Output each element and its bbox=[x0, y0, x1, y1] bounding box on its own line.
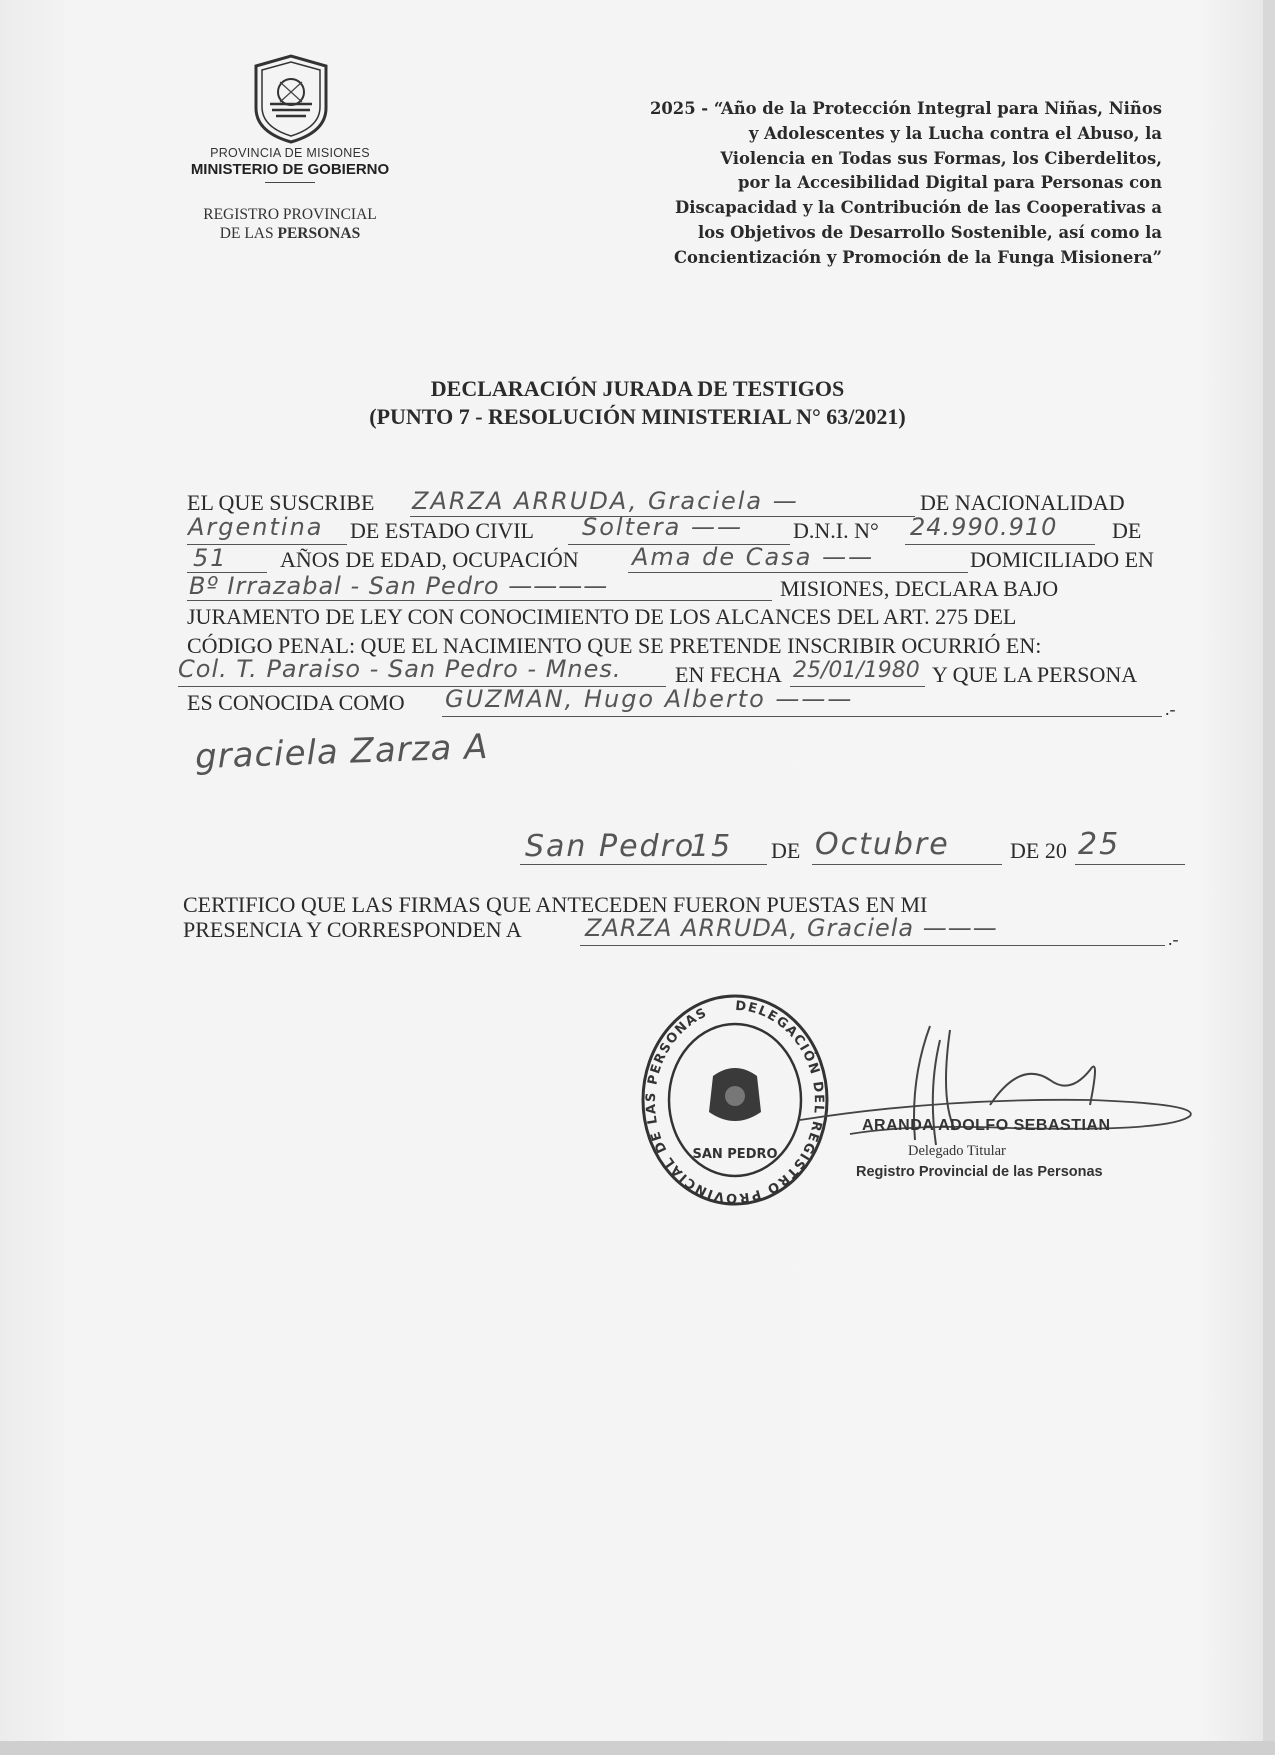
label-estado-civil: DE ESTADO CIVIL bbox=[350, 518, 534, 543]
handwritten-year: 25 bbox=[1078, 827, 1121, 862]
fill-line bbox=[905, 544, 1095, 545]
motto-line: 2025 - “Año de la Protección Integral para Niñas, Niños bbox=[649, 99, 1162, 118]
body-text-line: CÓDIGO PENAL: QUE EL NACIMIENTO QUE SE PRETENDE INSCRIBIR OCURRIÓ EN: bbox=[187, 633, 1042, 658]
stamp-ring-text: DELEGACIÓN DEL REGISTRO PROVINCIAL DE LAS PERSONAS bbox=[643, 998, 827, 1206]
fill-line bbox=[520, 864, 767, 865]
label-edad-ocupacion: AÑOS DE EDAD, OCUPACIÓN bbox=[280, 547, 579, 572]
divider bbox=[265, 182, 315, 183]
handwritten-civil-status: Soltera —— bbox=[582, 513, 743, 541]
motto-line: Discapacidad y la Contribución de las Cooperativas a bbox=[675, 198, 1162, 218]
fill-line bbox=[1075, 864, 1185, 865]
label-year: DE 20 bbox=[1010, 838, 1067, 863]
certification-label: PRESENCIA Y CORRESPONDEN A bbox=[183, 917, 522, 942]
province-crest-icon bbox=[250, 52, 332, 144]
fill-line bbox=[628, 572, 968, 573]
motto-line: por la Accesibilidad Digital para Personas con bbox=[738, 173, 1162, 193]
motto-line: los Objetivos de Desarrollo Sostenible, así como la bbox=[698, 222, 1162, 242]
handwritten-cert-name: ZARZA ARRUDA, Graciela ——— bbox=[585, 914, 998, 942]
line-end-mark: .- bbox=[1168, 929, 1179, 949]
handwritten-known-as: GUZMAN, Hugo Alberto ——— bbox=[445, 685, 854, 713]
label-nacionalidad: DE NACIONALIDAD bbox=[920, 490, 1125, 515]
label-de: DE bbox=[771, 838, 801, 863]
label-domiciliado: DOMICILIADO EN bbox=[970, 547, 1154, 572]
handwritten-address: Bº Irrazabal - San Pedro ———— bbox=[189, 572, 609, 600]
fill-line bbox=[812, 864, 1002, 865]
handwritten-month: Octubre bbox=[815, 827, 950, 862]
motto-line: Violencia en Todas sus Formas, los Ciberdelitos, bbox=[720, 148, 1162, 168]
handwritten-name: ZARZA ARRUDA, Graciela — bbox=[412, 487, 799, 515]
registry-line-1: REGISTRO PROVINCIAL bbox=[203, 206, 377, 223]
handwritten-day: 15 bbox=[690, 829, 733, 864]
motto-line: Concientización y Promoción de la Funga Misionera” bbox=[674, 247, 1162, 267]
handwritten-place: San Pedro bbox=[525, 829, 696, 864]
label-misiones-declara: MISIONES, DECLARA BAJO bbox=[780, 576, 1059, 601]
witness-signature: graciela Zarza A bbox=[194, 726, 490, 778]
registry-line-2: DE LAS PERSONAS bbox=[219, 225, 361, 242]
handwritten-birth-place: Col. T. Paraiso - San Pedro - Mnes. bbox=[178, 655, 622, 683]
handwritten-occupation: Ama de Casa —— bbox=[632, 543, 875, 571]
scan-edge bbox=[1263, 0, 1275, 1755]
stamp-bottom-text: SAN PEDRO bbox=[692, 1147, 778, 1162]
official-year-motto bbox=[520, 97, 1162, 271]
official-office: Registro Provincial de las Personas bbox=[856, 1164, 1103, 1180]
handwritten-nationality: Argentina bbox=[188, 513, 324, 541]
handwritten-birth-date: 25/01/1980 bbox=[793, 658, 920, 683]
official-role: Delegado Titular bbox=[908, 1143, 1006, 1159]
label-de: DE bbox=[1112, 518, 1142, 543]
document-title: DECLARACIÓN JURADA DE TESTIGOS bbox=[430, 376, 845, 401]
label-conocida: ES CONOCIDA COMO bbox=[187, 690, 405, 715]
document-subtitle: (PUNTO 7 - RESOLUCIÓN MINISTERIAL N° 63/2021) bbox=[369, 404, 906, 429]
certification-text: CERTIFICO QUE LAS FIRMAS QUE ANTECEDEN FUERON PUESTAS EN MI bbox=[183, 892, 928, 917]
official-name: ARANDA ADOLFO SEBASTIAN bbox=[862, 1117, 1111, 1134]
line-end-mark: .- bbox=[1165, 699, 1176, 719]
province-name: PROVINCIA DE MISIONES bbox=[210, 146, 370, 160]
ministry-name: MINISTERIO DE GOBIERNO bbox=[190, 161, 390, 178]
body-text-line: JURAMENTO DE LEY CON CONOCIMIENTO DE LOS ALCANCES DEL ART. 275 DEL bbox=[187, 604, 1017, 629]
fill-line bbox=[442, 716, 1162, 717]
label-fecha: EN FECHA bbox=[675, 662, 782, 687]
fill-line bbox=[580, 945, 1165, 946]
motto-line: y Adolescentes y la Lucha contra el Abuso, la bbox=[748, 123, 1162, 143]
fill-line bbox=[187, 600, 772, 601]
handwritten-dni: 24.990.910 bbox=[910, 513, 1058, 541]
label-persona: Y QUE LA PERSONA bbox=[932, 662, 1138, 687]
label-dni: D.N.I. N° bbox=[793, 518, 879, 543]
label-suscribe: EL QUE SUSCRIBE bbox=[187, 490, 375, 515]
scan-edge-bottom bbox=[0, 1741, 1275, 1755]
handwritten-age: 51 bbox=[193, 544, 228, 572]
